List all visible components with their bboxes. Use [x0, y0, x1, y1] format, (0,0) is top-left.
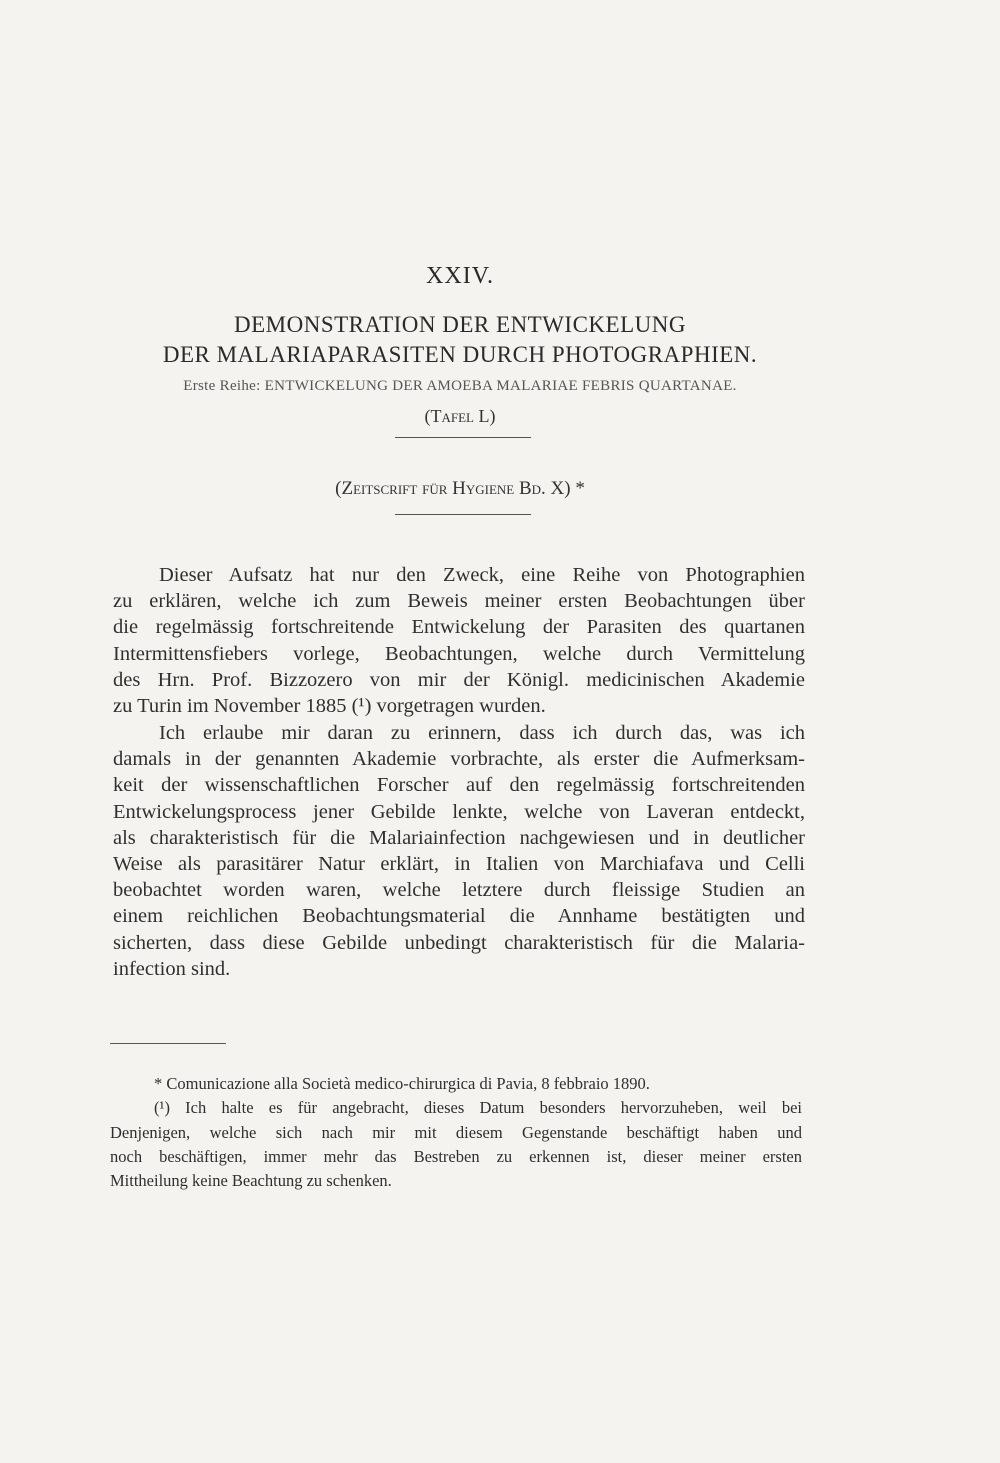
text-line: die regelmässig fortschreitende Entwickelung der Parasiten des quartanen: [113, 616, 805, 639]
text-line: zu Turin im November 1885 (¹) vorgetragen wurden.: [113, 694, 546, 717]
text-line: damals in der genannten Akademie vorbrachte, als erster die Aufmerksam-: [113, 748, 805, 771]
footnote-star: * Comunicazione alla Società medico-chirurgica di Pavia, 8 febbraio 1890.: [154, 1074, 650, 1093]
footnote-1-line: Mittheilung keine Beachtung zu schenken.: [110, 1171, 392, 1191]
text-line: Ich erlaube mir daran zu erinnern, dass ich durch das, was ich: [159, 722, 805, 744]
subtitle: Erste Reihe: ENTWICKELUNG DER AMOEBA MALARIAE FEBRIS QUARTANAE.: [183, 378, 737, 394]
text-line: Weise als parasitärer Natur erklärt, in Italien von Marchiafava und Celli: [113, 852, 805, 875]
footnote-1-line: Denjenigen, welche sich nach mir mit diesem Gegenstande beschäftigt haben und: [110, 1122, 802, 1142]
text-line: keit der wissenschaftlichen Forscher auf den regelmässig fortschreitenden: [113, 774, 805, 797]
text-line: einem reichlichen Beobachtungsmaterial die Annhame bestätigten und: [113, 905, 805, 928]
title-line-2: DER MALARIAPARASITEN DURCH PHOTOGRAPHIEN.: [162, 342, 758, 367]
chapter-number: XXIV.: [426, 263, 494, 289]
text-line: Intermittensfiebers vorlege, Beobachtungen, welche durch Vermittelung: [113, 642, 805, 665]
footnotes: [110, 1072, 802, 1193]
text-line: als charakteristisch für die Malariainfection nachgewiesen und in deutlicher: [113, 826, 805, 849]
text-line: Entwickelungsprocess jener Gebilde lenkte, welche von Laveran entdeckt,: [113, 800, 805, 823]
divider-rule: [395, 437, 531, 438]
text-line: infection sind.: [113, 957, 231, 980]
text-line: des Hrn. Prof. Bizzozero von mir der Königl. medicinischen Akademie: [113, 668, 805, 691]
citation: (Zeitscrift für Hygiene Bd. X) *: [335, 478, 585, 499]
plate-reference: (Tafel L): [424, 406, 496, 426]
text-line: Dieser Aufsatz hat nur den Zweck, eine Reihe von Photographien: [159, 564, 805, 586]
title-line-1: DEMONSTRATION DER ENTWICKELUNG: [234, 312, 686, 337]
divider-rule: [395, 514, 531, 515]
text-line: beobachtet worden waren, welche letztere durch fleissige Studien an: [113, 879, 805, 902]
text-line: zu erklären, welche ich zum Beweis meiner ersten Beobachtungen über: [113, 590, 805, 613]
footnote-1-line: noch beschäftigen, immer mehr das Bestreben zu erkennen ist, dieser meiner ersten: [110, 1146, 802, 1166]
footnote-rule: [110, 1043, 226, 1044]
footnote-1-line: (¹) Ich halte es für angebracht, dieses Datum besonders hervorzuheben, weil bei: [154, 1098, 802, 1118]
paragraph-1: [113, 562, 805, 719]
paragraph-2: [113, 720, 805, 982]
text-line: sicherten, dass diese Gebilde unbedingt charakteristisch für die Malaria-: [113, 931, 805, 954]
